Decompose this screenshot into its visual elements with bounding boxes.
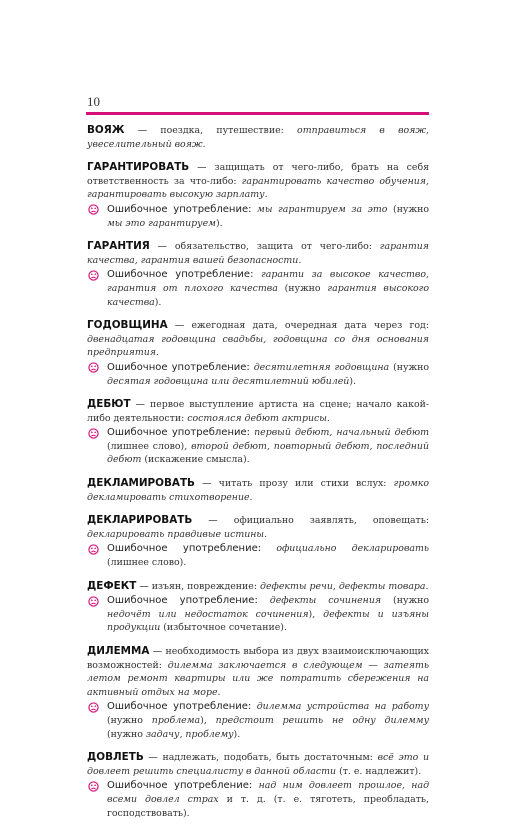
headword: ДЕБЮТ: [87, 398, 131, 411]
headword: ДИЛЕММА: [87, 645, 150, 657]
gloss: надлежать, подобать, быть достаточным:: [162, 752, 373, 764]
example: всё это и довлеет решить специалисту в данной области: [87, 752, 429, 777]
entry-deklamirovat: [87, 477, 429, 504]
headword: ГАРАНТИРОВАТЬ: [87, 161, 190, 174]
definition: ДИЛЕММА — необходимость выбора из двух взаимоисключающих возможностей: дилемма заключается в следующем — затеять летом ремонт квартиры или же потратить сбережения на активный отдых на море.: [87, 645, 430, 698]
example: дефекты речи, дефекты товара.: [260, 580, 429, 592]
gloss: обязательство, защита от чего-либо:: [174, 241, 372, 253]
gloss: ежегодная дата, очередная дата через год:: [191, 320, 429, 332]
error-usage: Ошибочное употребление: десятилетняя годовщина (нужно десятая годовщина или десятилетний юбилей).: [87, 361, 429, 388]
gloss: официально заявлять, оповещать:: [233, 515, 429, 527]
headword: ГОДОВЩИНА: [87, 319, 168, 332]
example: отправиться в вояж, увеселительный вояж.: [87, 125, 430, 150]
sad-face-icon: [87, 426, 99, 440]
headword: ДЕФЕКТ: [87, 579, 137, 592]
error-usage: Ошибочное употребление: мы гарантируем за это (нужно мы это гарантируем).: [87, 203, 429, 230]
sad-face-icon: [87, 594, 99, 608]
error-usage: Ошибочное употребление: дефекты сочинения (нужно недочёт или недостаток сочинения), дефекты и изъяны продукции (избыточное сочетание).: [87, 594, 429, 635]
error-label: Ошибочное употребление:: [107, 361, 250, 373]
error-label: Ошибочное употребление:: [107, 203, 252, 215]
definition: ДЕФЕКТ — изъян, повреждение: дефекты речи, дефекты товара.: [87, 579, 429, 592]
headword: ДЕКЛАМИРОВАТЬ: [87, 477, 195, 490]
entry-deklarirovat: [87, 514, 429, 569]
example: дилемма заключается в следующем — затеять летом ремонт квартиры или же потратить сбережения на активный отдых на море.: [87, 659, 430, 698]
definition: ГАРАНТИРОВАТЬ — защищать от чего-либо, брать на себя ответственность за что-либо: гарантировать качество обучения, гарантировать высокую зарплату.: [87, 161, 429, 201]
definition: ДЕКЛАРИРОВАТЬ — официально заявлять, оповещать: декларировать правдивые истины.: [87, 514, 429, 540]
entry-voyage: [87, 124, 429, 151]
error-usage: Ошибочное употребление: официально декларировать (лишнее слово).: [87, 542, 429, 569]
gloss: первое выступление артиста на сцене; начало какой-либо деятельности:: [87, 399, 430, 424]
error-label: Ошибочное употребление:: [107, 427, 251, 439]
entry-dovlet: [87, 751, 429, 820]
headword: ГАРАНТИЯ: [87, 240, 150, 253]
entry-garantiya: [87, 240, 429, 309]
entry-garantirovat: [87, 161, 429, 230]
gloss: изъян, повреждение:: [151, 580, 258, 592]
sad-face-icon: [87, 542, 99, 556]
sad-face-icon: [87, 700, 99, 714]
error-label: Ошибочное употребление:: [107, 701, 252, 713]
error-label: Ошибочное употребление:: [107, 780, 253, 792]
gloss: читать прозу или стихи вслух:: [218, 478, 387, 490]
definition: ГАРАНТИЯ — обязательство, защита от чего-либо: гарантия качества, гарантия вашей безопасности.: [87, 240, 429, 266]
error-usage: Ошибочное употребление: над ним довлеет прошлое, над всеми довлел страх и т. д. (т. е. тяготеть, преобладать, господствовать).: [87, 779, 429, 820]
error-label: Ошибочное употребление:: [107, 543, 262, 555]
definition: ГОДОВЩИНА — ежегодная дата, очередная дата через год: двенадцатая годовщина свадьбы, годовщина со дня основания предприятия.: [87, 319, 429, 359]
gloss: защищать от чего-либо, брать на себя ответственность за что-либо:: [87, 162, 429, 187]
error-usage: Ошибочное употребление: гаранти за высокое качество, гарантия от плохого качества (нужно гарантия высокого качества).: [87, 268, 429, 309]
definition: ДЕКЛАМИРОВАТЬ — читать прозу или стихи вслух: громко декламировать стихотворение.: [87, 477, 429, 503]
gloss: поездка, путешествие:: [160, 125, 284, 136]
error-label: Ошибочное употребление:: [107, 269, 254, 281]
example: громко декламировать стихотворение.: [87, 478, 429, 503]
dictionary-content: [87, 124, 429, 830]
sad-face-icon: [87, 268, 99, 282]
example: декларировать правдивые истины.: [87, 528, 268, 540]
sad-face-icon: [87, 779, 99, 793]
error-usage: Ошибочное употребление: первый дебют, начальный дебют (лишнее слово), второй дебют, повторный дебют, последний дебют (искажение смысла).: [87, 426, 429, 467]
header-rule: [86, 112, 429, 115]
entry-dilemma: [87, 645, 429, 741]
definition: ВОЯЖ — поездка, путешествие: отправиться в вояж, увеселительный вояж.: [87, 124, 430, 150]
entry-debut: [87, 398, 429, 467]
definition: ДОВЛЕТЬ — надлежать, подобать, быть достаточным: всё это и довлеет решить специалисту в данной области (т. е. надлежит).: [87, 751, 429, 777]
example: состоялся дебют актрисы.: [187, 412, 330, 424]
entry-defekt: [87, 580, 429, 635]
example: гарантировать качество обучения, гарантировать высокую зарплату.: [87, 175, 429, 201]
headword: ДОВЛЕТЬ: [87, 751, 144, 764]
entry-godovshchina: [87, 319, 429, 388]
example: гарантия качества, гарантия вашей безопасности.: [87, 241, 429, 266]
error-usage: Ошибочное употребление: дилемма устройства на работу (нужно проблема), предстоит решить не одну дилемму (нужно задачу, проблему).: [87, 700, 429, 741]
example: двенадцатая годовщина свадьбы, годовщина со дня основания предприятия.: [87, 333, 429, 359]
gloss: необходимость выбора из двух взаимоисключающих возможностей:: [87, 646, 429, 671]
headword: ВОЯЖ: [87, 124, 125, 136]
sad-face-icon: [87, 361, 99, 375]
page-number: 10: [87, 94, 100, 109]
definition: ДЕБЮТ — первое выступление артиста на сцене; начало какой-либо деятельности: состоялся дебют актрисы.: [87, 398, 430, 424]
error-label: Ошибочное употребление:: [107, 595, 258, 607]
sad-face-icon: [87, 203, 99, 217]
headword: ДЕКЛАРИРОВАТЬ: [87, 514, 193, 527]
